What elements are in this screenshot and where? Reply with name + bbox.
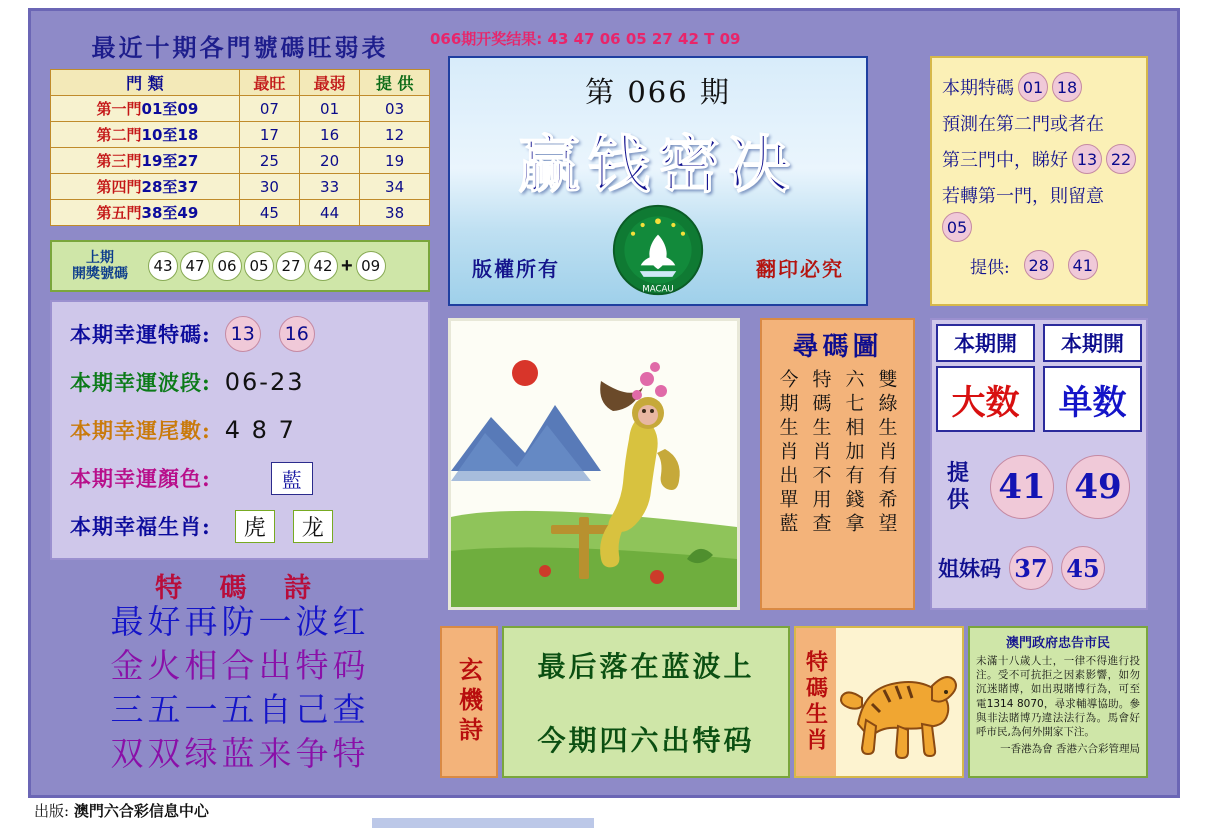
issue-prefix: 第 [585, 75, 617, 109]
period-provide-ball: 49 [1066, 455, 1130, 519]
forecast-line3-text: 第三門中，睇好 [942, 150, 1068, 171]
forecast-ball: 01 [1018, 72, 1048, 102]
forecast-line-2: 預測在第二門或者在 [942, 114, 1104, 135]
cell-hot: 25 [239, 148, 299, 174]
tiger-icon [836, 628, 962, 774]
notice-title: 澳門政府忠告市民 [1005, 636, 1110, 651]
lucky-zodiac-value: 龙 [293, 510, 333, 543]
special-zodiac-panel [794, 626, 964, 778]
reprint-note: 翻印必究 [756, 257, 844, 281]
forecast-line-4 [942, 182, 1136, 242]
special-ball: 09 [356, 251, 386, 281]
period-head-row [932, 320, 1146, 366]
gate-range: 10至18 [141, 126, 199, 144]
lucky-panel [50, 300, 430, 560]
cell-offer: 38 [360, 200, 430, 226]
draw-result-ticker: 066期开奖结果: 43 47 06 05 27 42 T 09 [430, 30, 741, 48]
forecast-panel [930, 56, 1148, 306]
cell-cold: 20 [299, 148, 359, 174]
gate-range: 38至49 [141, 204, 199, 222]
lucky-color-value: 藍 [271, 462, 313, 495]
th-hot: 最旺 [239, 70, 299, 96]
period-value-right: 单数 [1043, 366, 1142, 432]
cell-hot: 07 [239, 96, 299, 122]
cell-gate [51, 200, 240, 226]
bottom-bar [372, 818, 594, 828]
lucky-ball: 16 [279, 316, 315, 352]
hot-cold-table-title: 最近十期各門號碼旺弱表 [91, 33, 389, 62]
provide-label: 提供: [970, 257, 1010, 278]
poem-line: 三五一五自己查 [110, 689, 370, 729]
period-provide-label [932, 460, 984, 515]
table-row [51, 200, 430, 226]
draw-ball: 27 [276, 251, 306, 281]
special-zodiac-label [796, 628, 836, 776]
cell-gate [51, 96, 240, 122]
copyright-note: 版權所有 [472, 257, 560, 281]
gate-name: 第三門 [96, 152, 142, 170]
last-draw-label-line2: 開獎號碼 [72, 266, 128, 282]
gate-name: 第五門 [96, 204, 142, 222]
forecast-label: 本期特碼 [942, 78, 1014, 99]
lucky-band-value: 06-23 [224, 368, 305, 396]
cell-cold: 33 [299, 174, 359, 200]
government-notice-panel [968, 626, 1148, 778]
table-row [51, 148, 430, 174]
notice-body: 未滿十八歲人士，一律不得進行投注。受不可抗拒之因素影響，如勿沉迷賭博，如出現賭博行為，可至電1314 8070，尋求輔導協助。參與非法賭博乃違法法行為。馬會好呼市民,為何外開家下注。 [976, 655, 1140, 738]
poem-title: 特 碼 詩 [155, 573, 325, 604]
issue-suffix: 期 [699, 75, 731, 109]
th-cold: 最弱 [299, 70, 359, 96]
draw-ball: 43 [148, 251, 178, 281]
period-head-left: 本期開 [936, 324, 1035, 362]
provide-ball: 28 [1024, 250, 1054, 280]
draw-ball: 06 [212, 251, 242, 281]
lucky-row-special [52, 310, 428, 358]
poem-body [50, 600, 430, 776]
table-row [51, 96, 430, 122]
last-draw-label [52, 250, 148, 282]
table-header-row [51, 70, 430, 96]
last-draw-label-line1: 上期 [86, 249, 114, 266]
cell-gate [51, 122, 240, 148]
macau-emblem-icon [610, 202, 706, 298]
hot-cold-table-wrap [50, 26, 430, 236]
th-gate: 門 類 [51, 70, 240, 96]
cell-cold: 44 [299, 200, 359, 226]
lucky-ball: 13 [225, 316, 261, 352]
lucky-row-tail [52, 406, 428, 454]
cell-hot: 17 [239, 122, 299, 148]
table-row [51, 122, 430, 148]
gate-name: 第一門 [96, 100, 142, 118]
lucky-label: 本期幸運顏色: [70, 466, 211, 491]
draw-ball: 47 [180, 251, 210, 281]
forecast-provide-row [942, 250, 1136, 280]
lucky-row-color [52, 454, 428, 502]
lucky-label: 本期幸福生肖: [70, 514, 211, 539]
forecast-line-3 [942, 144, 1136, 174]
seek-code-panel [760, 318, 915, 610]
poem-line: 双双绿蓝来争特 [110, 733, 370, 773]
lucky-label: 本期幸運特碼: [70, 322, 211, 347]
xuanji-label-text: 玄機詩 [454, 657, 484, 747]
period-value-row [932, 366, 1146, 432]
special-zodiac-label-text: 特碼生肖 [802, 650, 829, 754]
publisher-name: 澳門六合彩信息中心 [73, 802, 209, 820]
cell-cold: 01 [299, 96, 359, 122]
period-provide-ball: 41 [990, 455, 1054, 519]
sister-code-label: 姐妹码 [938, 556, 1001, 581]
cell-offer: 03 [360, 96, 430, 122]
lucky-label: 本期幸運尾數: [70, 418, 211, 443]
cell-offer: 19 [360, 148, 430, 174]
lucky-values [225, 416, 296, 444]
period-head-right: 本期開 [1043, 324, 1142, 362]
gate-range: 28至37 [141, 178, 199, 196]
last-draw-panel [50, 240, 430, 292]
sister-code-row [932, 542, 1146, 594]
cell-hot: 45 [239, 200, 299, 226]
provide-label-char2: 供 [946, 487, 969, 513]
cell-hot: 30 [239, 174, 299, 200]
forecast-ball: 18 [1052, 72, 1082, 102]
lucky-row-band [52, 358, 428, 406]
lucky-values [225, 316, 315, 352]
xuanji-poem-body [502, 626, 790, 778]
seek-title: 尋碼圖 [792, 332, 883, 362]
forecast-ball: 05 [942, 212, 972, 242]
poem-line: 最好再防一波红 [110, 602, 370, 641]
forecast-ball: 22 [1106, 144, 1136, 174]
draw-ball: 42 [308, 251, 338, 281]
poem-line: 金火相合出特码 [110, 645, 370, 685]
hot-cold-table [50, 69, 430, 226]
illustration-panel [448, 318, 740, 610]
cell-offer: 34 [360, 174, 430, 200]
seek-column: 今期生肖出單藍 [776, 369, 799, 537]
draw-ball: 05 [244, 251, 274, 281]
th-offer: 提 供 [360, 70, 430, 96]
issue-number: 066 [627, 75, 689, 109]
xuanji-poem-label [440, 626, 498, 778]
monkey-landscape-illustration [451, 321, 737, 607]
forecast-ball: 13 [1072, 144, 1102, 174]
provide-ball: 41 [1068, 250, 1098, 280]
gate-range: 01至09 [141, 100, 199, 118]
cell-offer: 12 [360, 122, 430, 148]
xuanji-line: 今期四六出特码 [537, 724, 755, 757]
title-banner [448, 56, 868, 306]
table-row [51, 174, 430, 200]
lucky-values [225, 368, 305, 396]
plus-sign: + [341, 254, 353, 277]
forecast-line-1 [942, 72, 1136, 102]
seek-column: 特碼生肖不用查 [809, 369, 832, 537]
sister-ball: 45 [1061, 546, 1105, 590]
gate-name: 第二門 [96, 126, 142, 144]
forecast-line4-text: 若轉第一門，則留意 [942, 186, 1104, 207]
cell-gate [51, 174, 240, 200]
lucky-values [271, 462, 313, 495]
notice-footer: 一香港為會 香港六合彩管理局 [1000, 743, 1140, 756]
last-draw-balls [148, 251, 386, 281]
provide-label-char1: 提 [946, 459, 969, 486]
period-result-panel [930, 318, 1148, 610]
lucky-values [235, 510, 333, 543]
period-value-left: 大数 [936, 366, 1035, 432]
publisher-footer [34, 800, 209, 821]
lucky-row-zodiac [52, 502, 428, 550]
seek-columns [762, 369, 913, 584]
gate-range: 19至27 [141, 152, 199, 170]
seek-column: 雙綠生肖有希望 [875, 369, 898, 537]
sister-ball: 37 [1009, 546, 1053, 590]
issue-line [450, 70, 866, 111]
cell-gate [51, 148, 240, 174]
publisher-prefix: 出版: [34, 802, 70, 820]
lucky-label: 本期幸運波段: [70, 370, 211, 395]
zodiac-image [836, 628, 962, 776]
lucky-zodiac-value: 虎 [235, 510, 275, 543]
cell-cold: 16 [299, 122, 359, 148]
banner-title: 赢钱密决 [517, 128, 798, 201]
seek-column: 六七相加有錢拿 [842, 369, 865, 537]
lucky-tail-value: 4 8 7 [224, 416, 296, 444]
period-provide-row [932, 432, 1146, 542]
xuanji-line: 最后落在蓝波上 [537, 650, 755, 683]
gate-name: 第四門 [96, 178, 142, 196]
svg-text:MACAU: MACAU [642, 284, 674, 295]
